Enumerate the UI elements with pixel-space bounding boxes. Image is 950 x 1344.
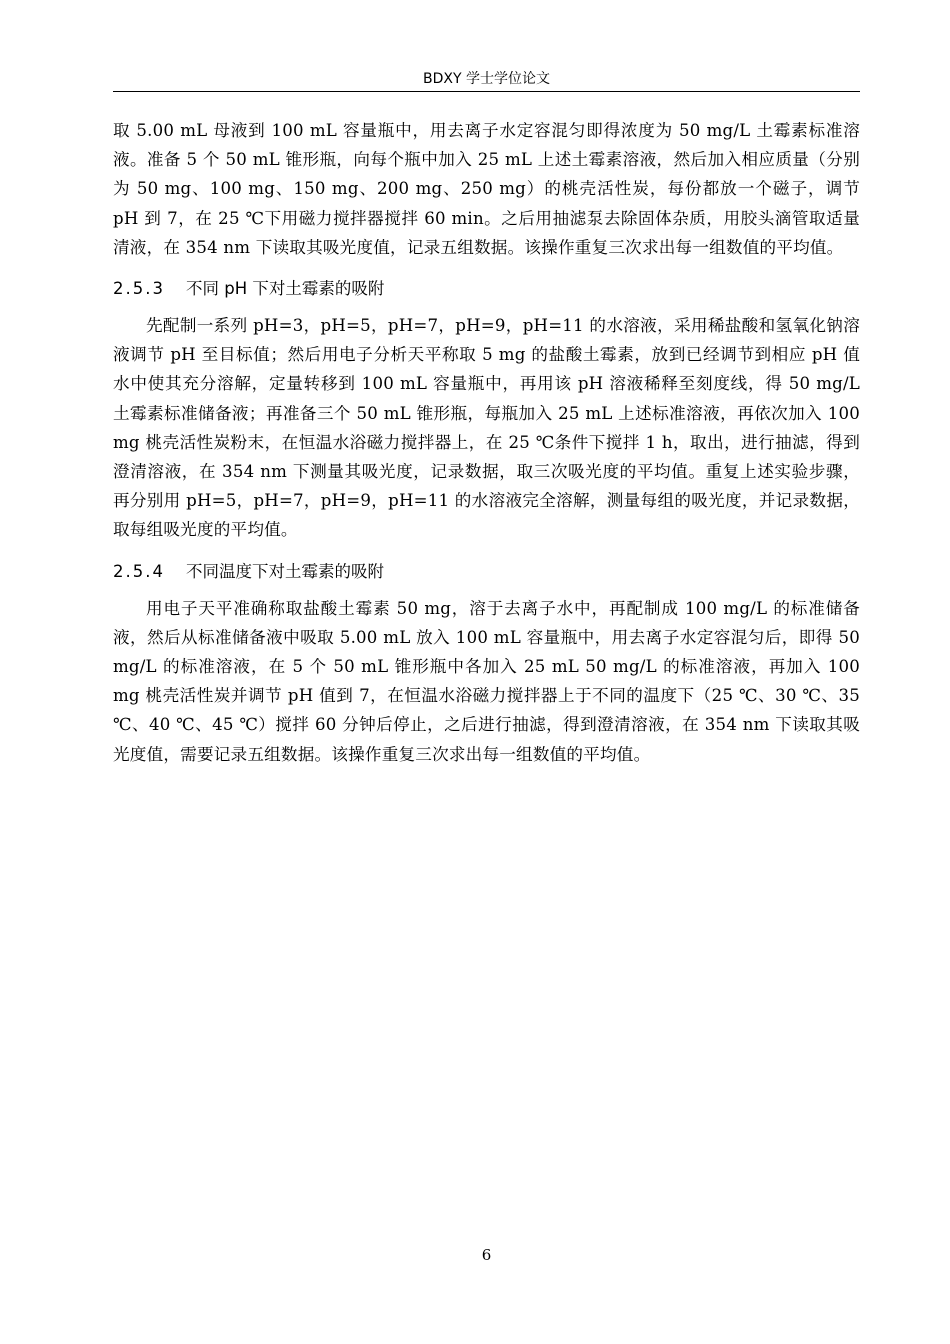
section-title: 不同 pH 下对土霉素的吸附 xyxy=(186,279,385,299)
body-paragraph: 用电子天平准确称取盐酸土霉素 50 mg，溶于去离子水中，再配制成 100 mg/L 的标准储备液，然后从标准储备液中吸取 5.00 mL 放入 100 mL 容量瓶中，用去离子水定容混匀后，即得 50 mg/L 的标准溶液，在 5 个 50 mL 锥形瓶中各加入 25 mL 50 mg/L 的标准溶液，再加入 100 mg 桃壳活性炭并调节 pH 值到 7，在恒温水浴磁力搅拌器上于不同的温度下（25 ℃、30 ℃、35 ℃、40 ℃、45 ℃）搅拌 60 分钟后停止，之后进行抽滤，得到澄清溶液，在 354 nm 下读取其吸光度值，需要记录五组数据。该操作重复三次求出每一组数值的平均值。 xyxy=(113,598,860,764)
document-body xyxy=(113,116,860,769)
section-heading xyxy=(113,276,860,302)
section-heading xyxy=(113,559,860,585)
running-header: BDXY 学士学位论文 xyxy=(423,71,550,87)
page-number: 6 xyxy=(481,1246,492,1264)
header-rule xyxy=(113,91,860,92)
section-title: 不同温度下对土霉素的吸附 xyxy=(186,561,384,581)
section-number: 2.5.3 xyxy=(113,279,165,299)
section-number: 2.5.4 xyxy=(113,561,165,581)
body-paragraph: 取 5.00 mL 母液到 100 mL 容量瓶中，用去离子水定容混匀即得浓度为 50 mg/L 土霉素标准溶液。准备 5 个 50 mL 锥形瓶，向每个瓶中加入 25 mL 上述土霉素溶液，然后加入相应质量（分别为 50 mg、100 mg、150 mg、200 mg、250 mg）的桃壳活性炭，每份都放一个磁子，调节 pH 到 7，在 25 ℃下用磁力搅拌器搅拌 60 min。之后用抽滤泵去除固体杂质，用胶头滴管取适量清液，在 354 nm 下读取其吸光度值，记录五组数据。该操作重复三次求出每一组数值的平均值。 xyxy=(113,121,860,257)
body-paragraph: 先配制一系列 pH=3，pH=5，pH=7，pH=9，pH=11 的水溶液，采用稀盐酸和氢氧化钠溶液调节 pH 至目标值；然后用电子分析天平称取 5 mg 的盐酸土霉素，放到已经调节到相应 pH 值水中使其充分溶解，定量转移到 100 mL 容量瓶中，再用该 pH 溶液稀释至刻度线，得 50 mg/L 土霉素标准储备液；再准备三个 50 mL 锥形瓶，每瓶加入 25 mL 上述标准溶液，再依次加入 100 mg 桃壳活性炭粉末，在恒温水浴磁力搅拌器上，在 25 ℃条件下搅拌 1 h，取出，进行抽滤，得到澄清溶液，在 354 nm 下测量其吸光度，记录数据，取三次吸光度的平均值。重复上述实验步骤，再分别用 pH=5，pH=7，pH=9，pH=11 的水溶液完全溶解，测量每组的吸光度，并记录数据，取每组吸光度的平均值。 xyxy=(113,316,860,540)
